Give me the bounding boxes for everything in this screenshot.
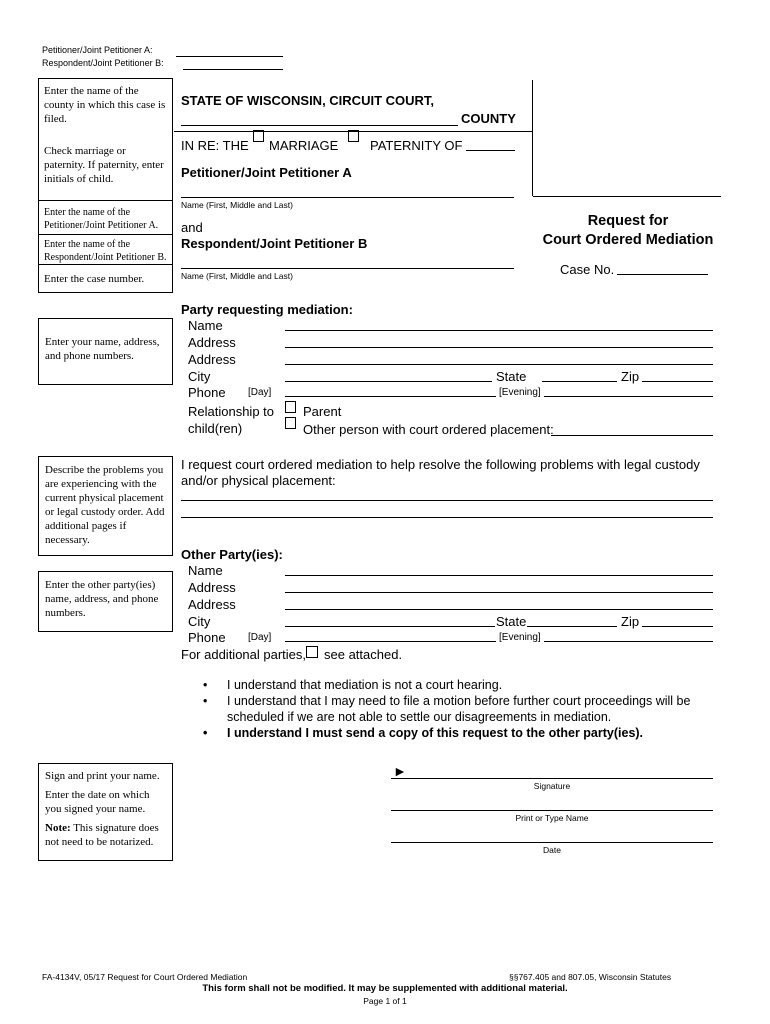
instruction-petitioner: Enter the name of the Petitioner/Joint Petitioner A. — [44, 207, 159, 231]
caption-divider — [532, 80, 533, 196]
divider — [38, 264, 173, 265]
signature-arrow-icon: ► — [393, 763, 407, 779]
other-evening-phone-field[interactable] — [544, 641, 713, 642]
petitioner-name-field[interactable] — [181, 197, 514, 198]
form-id: FA-4134V, 05/17 Request for Court Ordered Mediation — [42, 972, 248, 982]
other-address1-field[interactable] — [285, 592, 713, 593]
name-hint: Name (First, Middle and Last) — [181, 271, 293, 281]
marriage-checkbox[interactable] — [253, 130, 264, 142]
instruction-sign: Sign and print your name. — [45, 770, 160, 782]
relationship-label: Relationship to — [188, 404, 274, 419]
signature-instructions-box — [38, 763, 173, 861]
problems-text: I request court ordered mediation to help resolve the following problems with legal custody and/or physical placement: — [181, 457, 700, 488]
understanding-text: I understand that mediation is not a court hearing. — [227, 678, 503, 692]
form-title-line1: Request for — [587, 213, 669, 229]
statutes: §§767.405 and 807.05, Wisconsin Statutes — [509, 972, 672, 982]
date-field[interactable] — [391, 842, 713, 843]
paternity-label: PATERNITY OF — [370, 138, 463, 153]
other-state-field[interactable] — [527, 626, 617, 627]
petitioner-header-label: Petitioner/Joint Petitioner A: — [42, 45, 153, 55]
other-person-checkbox[interactable] — [285, 417, 296, 429]
requester-state-field[interactable] — [542, 381, 617, 382]
divider — [533, 196, 721, 197]
parent-checkbox[interactable] — [285, 401, 296, 413]
respondent-header-field[interactable] — [183, 69, 283, 70]
relationship-label-2: child(ren) — [188, 421, 243, 436]
requester-zip-field[interactable] — [642, 381, 713, 382]
instruction-marriage: Check marriage or paternity. If paternity, enter initials of child. — [44, 145, 164, 185]
name-hint: Name (First, Middle and Last) — [181, 200, 293, 210]
address-label: Address — [188, 352, 236, 367]
additional-parties-label: For additional parties, — [181, 647, 307, 662]
instruction-party-info: Enter your name, address, and phone numbers. — [38, 318, 173, 385]
parent-label: Parent — [303, 404, 342, 419]
instruction-other-party: Enter the other party(ies) name, address, and phone numbers. — [38, 571, 173, 632]
list-item: • I understand that mediation is not a court hearing. — [203, 678, 503, 692]
requester-day-phone-field[interactable] — [285, 396, 496, 397]
child-initials-field[interactable] — [466, 150, 515, 151]
understanding-text: I understand that I may need to file a motion before further court proceedings will be scheduled if we are not able to settle our disagreements in mediation. — [227, 694, 691, 724]
petitioner-header-field[interactable] — [176, 56, 283, 57]
other-person-label: Other person with court ordered placement: — [303, 422, 554, 437]
respondent-header-label: Respondent/Joint Petitioner B: — [42, 58, 164, 68]
and-label: and — [181, 220, 203, 235]
understanding-text: I understand I must send a copy of this request to the other party(ies). — [227, 726, 644, 740]
problems-field-line2[interactable] — [181, 517, 713, 518]
understandings-list — [181, 677, 721, 741]
court-title: STATE OF WISCONSIN, CIRCUIT COURT, — [181, 93, 435, 108]
print-name-field[interactable] — [391, 810, 713, 811]
divider — [38, 200, 173, 201]
evening-label: [Evening] — [499, 632, 541, 643]
see-attached-checkbox[interactable] — [306, 646, 318, 658]
phone-label: Phone — [188, 630, 226, 645]
form-title-line2: Court Ordered Mediation — [542, 232, 714, 248]
county-label: COUNTY — [461, 111, 516, 126]
zip-label: Zip — [621, 614, 640, 629]
date-label: Date — [543, 845, 561, 855]
city-label: City — [188, 614, 211, 629]
note-label: Note: — [45, 822, 71, 834]
signature-label: Signature — [533, 781, 571, 791]
case-no-field[interactable] — [617, 274, 708, 275]
signature-field[interactable] — [391, 778, 713, 779]
case-no-label: Case No. — [560, 262, 615, 277]
evening-label: [Evening] — [499, 387, 541, 398]
requester-address1-field[interactable] — [285, 347, 713, 348]
other-day-phone-field[interactable] — [285, 641, 496, 642]
address-label: Address — [188, 597, 236, 612]
requester-city-field[interactable] — [285, 381, 492, 382]
instruction-respondent: Enter the name of the Respondent/Joint Petitioner B. — [44, 239, 167, 263]
county-field[interactable] — [181, 125, 458, 126]
state-label: State — [496, 614, 527, 629]
requester-address2-field[interactable] — [285, 364, 713, 365]
other-address2-field[interactable] — [285, 609, 713, 610]
address-label: Address — [188, 580, 236, 595]
instruction-county: Enter the name of the county in which this case is filed. — [44, 85, 166, 125]
city-label: City — [188, 369, 211, 384]
zip-label: Zip — [621, 369, 640, 384]
list-item: • I understand I must send a copy of this request to the other party(ies). — [203, 726, 644, 740]
day-label: [Day] — [248, 632, 272, 643]
instruction-date: Enter the date on which you signed your name. — [45, 789, 150, 815]
paternity-checkbox[interactable] — [348, 130, 359, 142]
phone-label: Phone — [188, 385, 226, 400]
instruction-case-number: Enter the case number. — [44, 273, 145, 285]
in-re-label: IN RE: THE — [181, 138, 249, 153]
other-parties-heading: Other Party(ies): — [181, 547, 283, 562]
name-label: Name — [188, 318, 223, 333]
other-person-field[interactable] — [551, 435, 713, 436]
problems-field-line1[interactable] — [181, 500, 713, 501]
requester-evening-phone-field[interactable] — [544, 396, 713, 397]
name-label: Name — [188, 563, 223, 578]
other-city-field[interactable] — [285, 626, 495, 627]
state-label: State — [496, 369, 527, 384]
see-attached-label: see attached. — [324, 647, 403, 662]
respondent-title: Respondent/Joint Petitioner B — [181, 236, 368, 251]
marriage-label: MARRIAGE — [269, 138, 339, 153]
respondent-name-field[interactable] — [181, 268, 514, 269]
other-zip-field[interactable] — [642, 626, 713, 627]
print-name-label: Print or Type Name — [515, 813, 589, 823]
requester-name-field[interactable] — [285, 330, 713, 331]
instruction-note — [45, 821, 166, 849]
instruction-problems: Describe the problems you are experiencing with the current physical placement or legal custody order. Add additional pages if necessary. — [38, 456, 173, 556]
footer-notice: This form shall not be modified. It may be supplemented with additional material. — [202, 983, 568, 994]
petitioner-title: Petitioner/Joint Petitioner A — [181, 165, 352, 180]
list-item: • I understand that I may need to file a motion before further court proceedings will be scheduled if we are not able to settle our disagreements in mediation. — [203, 694, 691, 724]
other-name-field[interactable] — [285, 575, 713, 576]
page-number: Page 1 of 1 — [363, 996, 407, 1006]
address-label: Address — [188, 335, 236, 350]
note-text: This signature does not need to be notarized. — [45, 822, 159, 848]
day-label: [Day] — [248, 387, 272, 398]
requesting-heading: Party requesting mediation: — [181, 302, 353, 317]
